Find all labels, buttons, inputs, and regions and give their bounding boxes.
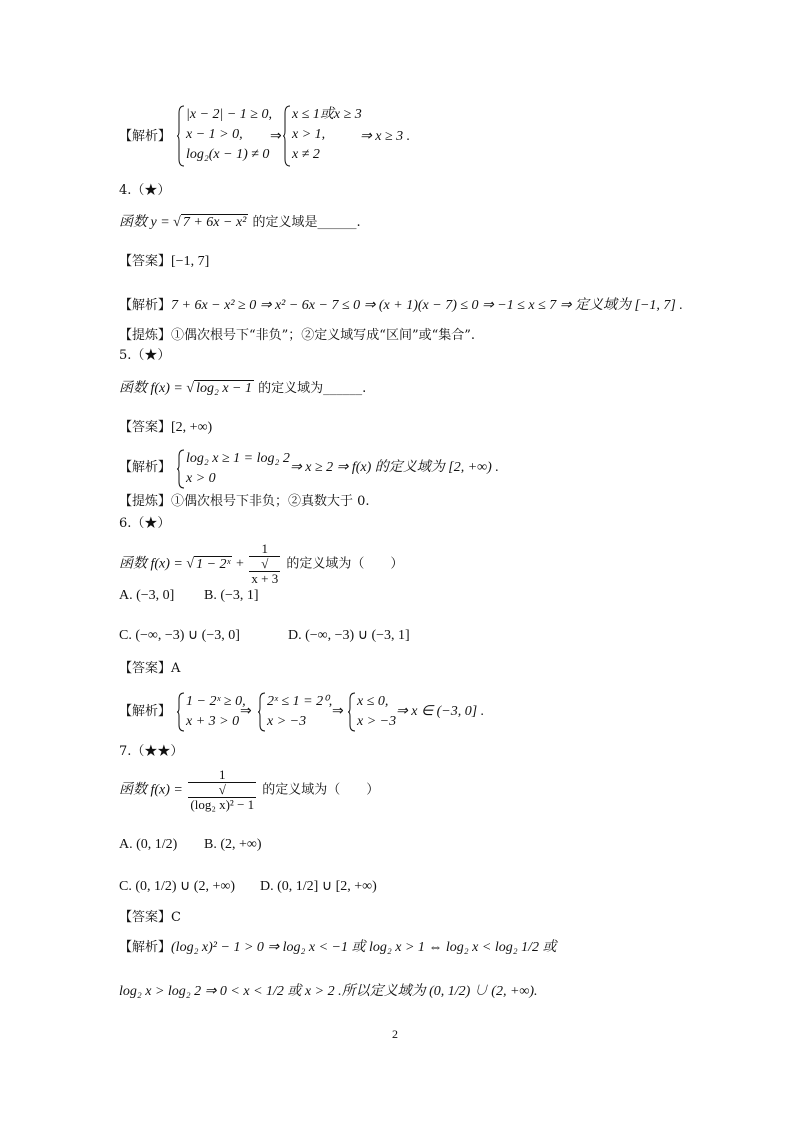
q3-arrow: ⇒ <box>270 129 282 144</box>
q7-number: 7.（★★） <box>119 744 184 759</box>
q6-arrow-1: ⇒ <box>240 704 252 719</box>
q6-option-b: B. (−3, 1] <box>204 588 259 603</box>
q5-analysis-label: 【解析】 <box>119 460 172 475</box>
q6-number: 6.（★） <box>119 516 171 531</box>
brace-icon <box>283 105 291 167</box>
brace-icon <box>177 449 185 489</box>
q6-option-d: D. (−∞, −3) ∪ (−3, 1] <box>288 628 410 643</box>
q5-system: log₂ x ≥ 1 = log₂ 2 x > 0 <box>186 451 290 486</box>
q5-answer: 【答案】[2, +∞) <box>119 420 213 435</box>
brace-icon <box>177 692 185 732</box>
q6-arrow-2: ⇒ <box>332 704 344 719</box>
brace-icon <box>177 105 185 167</box>
brace-icon <box>258 692 266 732</box>
q7-option-d: D. (0, 1/2] ∪ [2, +∞) <box>260 879 377 894</box>
q7-stem: 函数 f(x) = 1 √ (log₂ x)² − 1 的定义域为（ ） <box>119 767 380 812</box>
q4-number: 4.（★） <box>119 183 171 198</box>
q5-result: ⇒ x ≥ 2 ⇒ f(x) 的定义域为 [2, +∞) . <box>290 460 499 475</box>
q6-answer: 【答案】A <box>119 661 181 676</box>
q5-tip: 【提炼】①偶次根号下非负；②真数大于 0. <box>119 494 370 509</box>
q7-option-b: B. (2, +∞) <box>204 837 262 852</box>
q6-option-a: A. (−3, 0] <box>119 588 175 603</box>
q3-analysis-label: 【解析】 <box>119 129 172 144</box>
q6-fraction: 1 √ x + 3 <box>251 541 279 586</box>
q7-fraction: 1 √ (log₂ x)² − 1 <box>190 767 255 812</box>
q5-number: 5.（★） <box>119 348 171 363</box>
q7-analysis-line-1: 【解析】(log₂ x)² − 1 > 0 ⇒ log₂ x < −1 或 log₂ x > 1 ⇔ log₂ x < log₂ 1/2 或 <box>119 940 557 955</box>
q4-answer: 【答案】[−1, 7] <box>119 254 210 269</box>
q7-option-c: C. (0, 1/2) ∪ (2, +∞) <box>119 879 235 894</box>
q3-result: ⇒ x ≥ 3 . <box>360 129 411 144</box>
q4-analysis: 【解析】7 + 6x − x² ≥ 0 ⇒ x² − 6x − 7 ≤ 0 ⇒ (x + 1)(x − 7) ≤ 0 ⇒ −1 ≤ x ≤ 7 ⇒ 定义域为 [−1, 7] . <box>119 298 683 313</box>
q6-stem: 函数 f(x) = √ 1 − 2ˣ + 1 √ x + 3 的定义域为（ ） <box>119 541 404 586</box>
q6-system-2: 2ˣ ≤ 1 = 2⁰, x > −3 <box>267 694 333 729</box>
q7-answer: 【答案】C <box>119 910 181 925</box>
q5-stem: 函数 f(x) = √ log₂ x − 1 的定义域为______. <box>119 381 367 396</box>
q3-system-2: x ≤ 1或x ≥ 3 x > 1, x ≠ 2 <box>292 107 362 162</box>
brace-icon <box>348 692 356 732</box>
q6-analysis-label: 【解析】 <box>119 704 172 719</box>
q6-system-3: x ≤ 0, x > −3 <box>357 694 397 729</box>
q7-analysis-line-2: log₂ x > log₂ 2 ⇒ 0 < x < 1/2 或 x > 2 .所以定义域为 (0, 1/2) ∪ (2, +∞). <box>119 984 538 999</box>
page-number: 2 <box>392 1027 398 1041</box>
q3-system-1: |x − 2| − 1 ≥ 0, x − 1 > 0, log₂(x − 1) ≠ 0 <box>186 107 272 162</box>
q7-option-a: A. (0, 1/2) <box>119 837 178 852</box>
q6-system-1: 1 − 2ˣ ≥ 0, x + 3 > 0 <box>186 694 246 729</box>
q4-tip: 【提炼】①偶次根号下“非负”；②定义域写成“区间”或“集合”. <box>119 328 476 343</box>
q6-option-c: C. (−∞, −3) ∪ (−3, 0] <box>119 628 240 643</box>
q4-stem: 函数 y = √ 7 + 6x − x² 的定义域是______. <box>119 215 361 230</box>
q6-result: ⇒ x ∈ (−3, 0] . <box>396 704 485 719</box>
